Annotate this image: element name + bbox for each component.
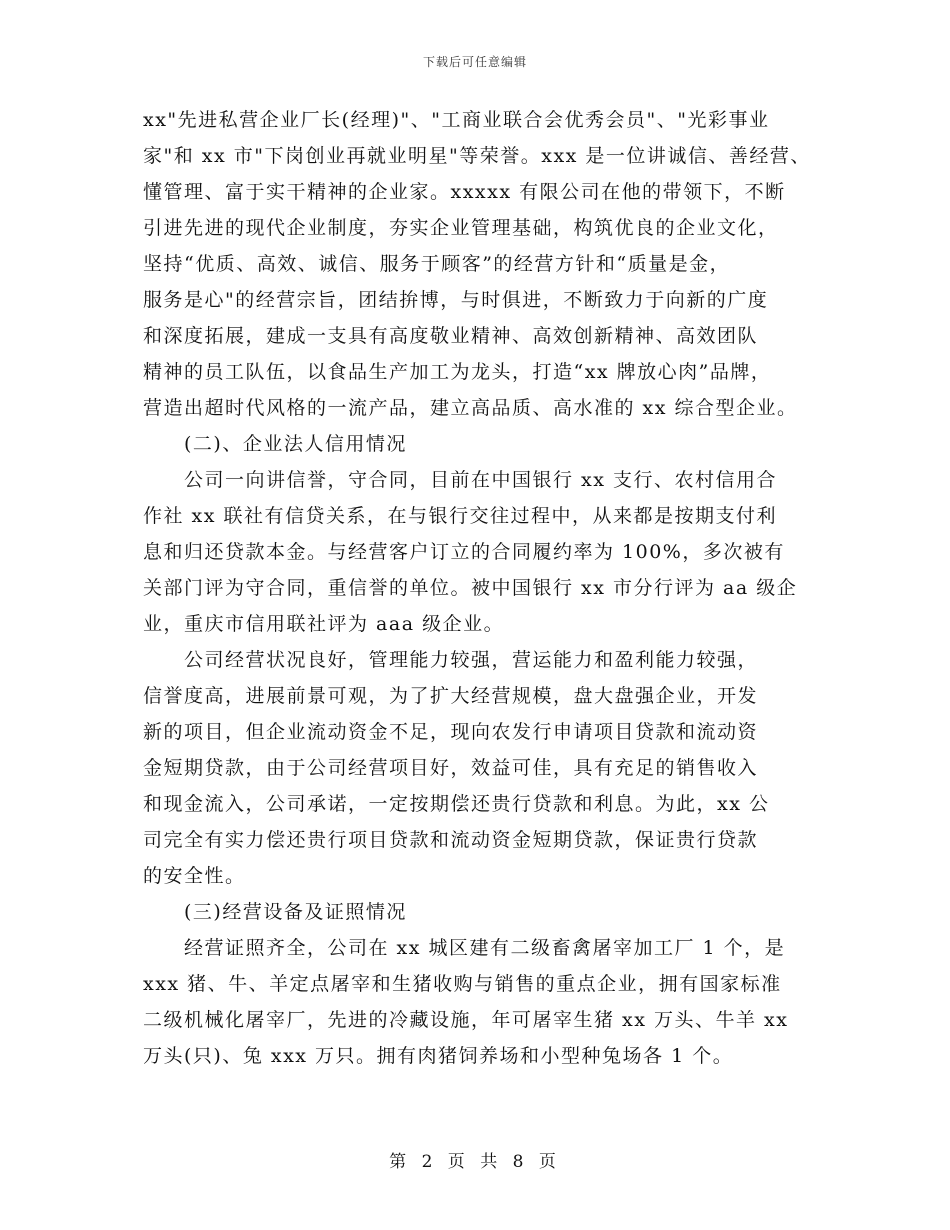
section-heading: (二)、企业法人信用情况 xyxy=(143,433,407,455)
text-line: 作社 xx 联社有信贷关系，在与银行交往过程中，从来都是按期支付利 xyxy=(143,505,778,527)
text-line: 二级机械化屠宰厂，先进的冷藏设施，年可屠宰生猪 xx 万头、牛羊 xx xyxy=(143,1009,789,1031)
text-line: 万头(只)、兔 xxx 万只。拥有肉猪饲养场和小型种兔场各 1 个。 xyxy=(143,1045,734,1067)
text-line: 和深度拓展，建成一支具有高度敬业精神、高效创新精神、高效团队 xyxy=(143,325,759,347)
section-heading: (三)经营设备及证照情况 xyxy=(143,901,407,923)
text-line: 关部门评为守合同，重信誉的单位。被中国银行 xx 市分行评为 aa 级企 xyxy=(143,577,798,599)
text-line: 服务是心"的经营宗旨，团结拚博，与时俱进，不断致力于向新的广度 xyxy=(143,289,769,311)
text-line: 懂管理、富于实干精神的企业家。xxxxx 有限公司在他的带领下，不断 xyxy=(143,181,786,203)
text-line: 精神的员工队伍，以食品生产加工为龙头，打造“xx 牌放心肉”品牌， xyxy=(143,361,772,383)
document-body xyxy=(143,102,811,1074)
text-line: xx"先进私营企业厂长(经理)"、"工商业联合会优秀会员"、"光彩事业 xyxy=(143,109,770,131)
text-line: 息和归还贷款本金。与经营客户订立的合同履约率为 100%，多次被有 xyxy=(143,541,785,563)
text-line: 的安全性。 xyxy=(143,865,246,887)
text-line: 业，重庆市信用联社评为 aaa 级企业。 xyxy=(143,613,505,635)
page-header: 下载后可任意编辑 xyxy=(422,55,527,69)
text-line: 营造出超时代风格的一流产品，建立高品质、高水准的 xx 综合型企业。 xyxy=(143,397,798,419)
text-line: 经营证照齐全，公司在 xx 城区建有二级畜禽屠宰加工厂 1 个，是 xyxy=(143,937,786,959)
text-line: 公司一向讲信誉，守合同，目前在中国银行 xx 支行、农村信用合 xyxy=(143,469,778,491)
page-number: 第 2 页 共 8 页 xyxy=(389,1152,561,1172)
text-line: 和现金流入，公司承诺，一定按期偿还贵行贷款和利息。为此，xx 公 xyxy=(143,793,770,815)
text-line: 家"和 xx 市"下岗创业再就业明星"等荣誉。xxx 是一位讲诚信、善经营、 xyxy=(143,145,811,167)
text-line: 信誉度高，进展前景可观，为了扩大经营规模，盘大盘强企业，开发 xyxy=(143,685,759,707)
text-line: 公司经营状况良好，管理能力较强，营运能力和盈利能力较强， xyxy=(143,649,759,671)
text-line: xxx 猪、牛、羊定点屠宰和生猪收购与销售的重点企业，拥有国家标准 xyxy=(143,973,782,995)
text-line: 引进先进的现代企业制度，夯实企业管理基础，构筑优良的企业文化， xyxy=(143,217,779,239)
text-line: 司完全有实力偿还贵行项目贷款和流动资金短期贷款，保证贵行贷款 xyxy=(143,829,759,851)
text-line: 新的项目，但企业流动资金不足，现向农发行申请项目贷款和流动资 xyxy=(143,721,759,743)
text-line: 坚持“优质、高效、诚信、服务于顾客”的经营方针和“质量是金， xyxy=(143,253,731,275)
text-line: 金短期贷款，由于公司经营项目好，效益可佳，具有充足的销售收入 xyxy=(143,757,759,779)
